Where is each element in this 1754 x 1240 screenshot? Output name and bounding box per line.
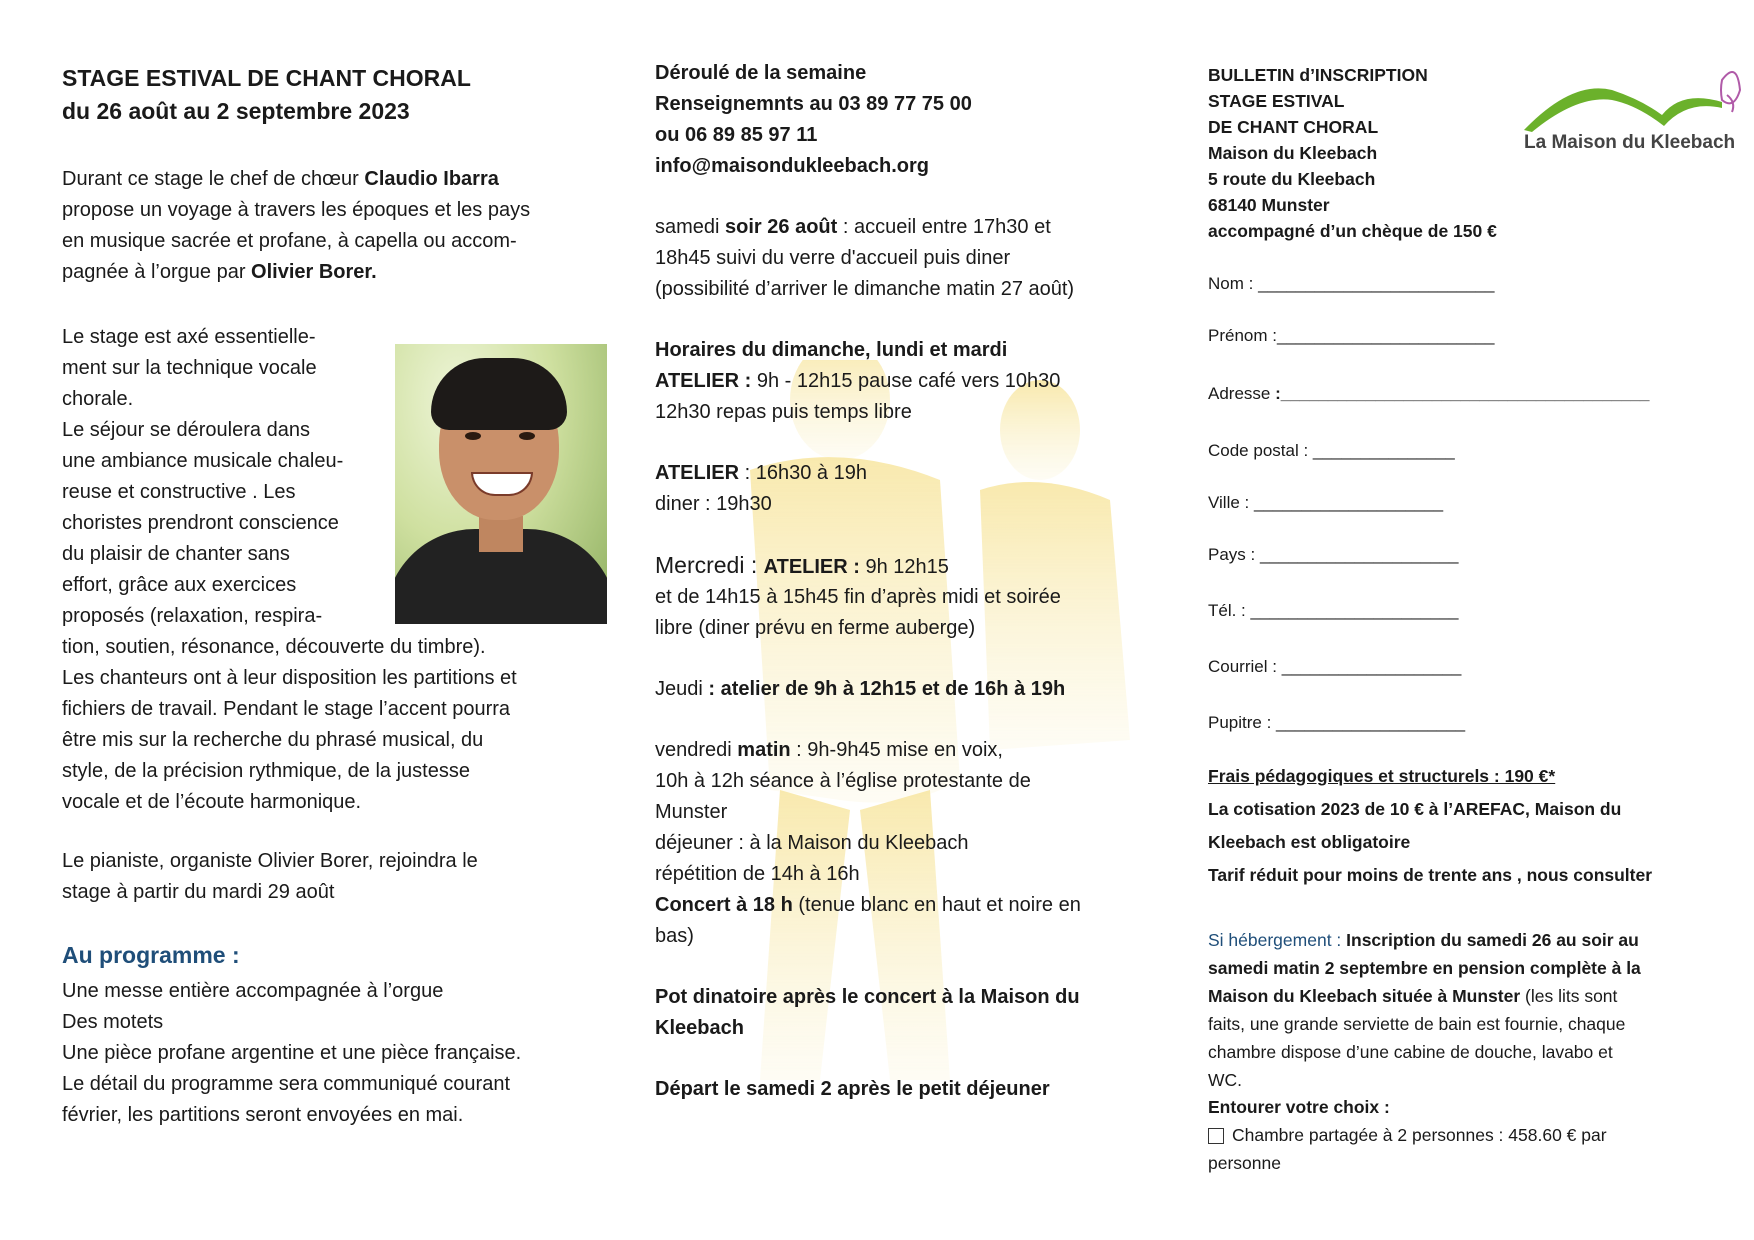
form-header-line: BULLETIN d’INSCRIPTION <box>1208 65 1428 85</box>
thursday-line <box>655 674 1065 705</box>
tarif-line: Tarif réduit pour moins de trente ans , nous consulter <box>1208 865 1653 885</box>
form-header-line: 68140 Munster <box>1208 195 1330 215</box>
saturday-line <box>655 212 1051 243</box>
pianist-line: stage à partir du mardi 29 août <box>62 881 335 903</box>
field-blank[interactable]: :_______________________________________ <box>1275 384 1650 403</box>
field-label: Code postal : <box>1208 441 1313 460</box>
wednesday-line: et de 14h15 à 15h45 fin d’après midi et soirée <box>655 586 1061 608</box>
text-bold: ATELIER : <box>763 556 866 578</box>
text: (les lits sont <box>1520 986 1618 1006</box>
phone-line: ou 06 89 85 97 11 <box>655 124 818 146</box>
organist-name: Olivier Borer. <box>251 261 377 283</box>
form-field-code-postal[interactable] <box>1208 437 1455 465</box>
text-blue: Si hébergement : <box>1208 930 1347 950</box>
text-bold: ATELIER : <box>655 370 757 392</box>
wednesday-line: libre (diner prévu en ferme auberge) <box>655 617 976 639</box>
form-header-line: STAGE ESTIVAL <box>1208 91 1345 111</box>
body-line: effort, grâce aux exercices <box>62 574 297 596</box>
field-blank[interactable]: ____________________ <box>1276 713 1466 732</box>
body-line: être mis sur la recherche du phrasé musical, du <box>62 729 484 751</box>
field-label: Pupitre : <box>1208 713 1277 732</box>
lodging-line <box>1208 983 1617 1009</box>
field-blank[interactable]: _________________________ <box>1258 274 1495 293</box>
choice-text: Chambre partagée à 2 personnes : 458.60 € par <box>1232 1125 1607 1145</box>
friday-line: 10h à 12h séance à l’église protestante de <box>655 770 1031 792</box>
body-line: Les chanteurs ont à leur disposition les partitions et <box>62 667 517 689</box>
conductor-photo <box>395 344 607 624</box>
field-label: Nom : <box>1208 274 1259 293</box>
text-bold: : atelier de 9h à 12h15 et de 16h à 19h <box>708 678 1066 700</box>
program-line: Une messe entière accompagnée à l’orgue <box>62 980 444 1002</box>
text-bold: Maison du Kleebach située à Munster <box>1208 986 1521 1006</box>
field-label: Adresse <box>1208 384 1276 403</box>
form-field-pupitre[interactable] <box>1208 709 1465 737</box>
concert-line: bas) <box>655 925 694 947</box>
text: : accueil entre 17h30 et <box>837 216 1051 238</box>
intro-text: pagnée à l’orgue par <box>62 261 252 283</box>
field-label: Tél. : <box>1208 601 1251 620</box>
text-bold: ATELIER <box>655 462 740 484</box>
field-blank[interactable]: _____________________ <box>1259 545 1459 564</box>
atelier-line: 12h30 repas puis temps libre <box>655 401 912 423</box>
pianist-line: Le pianiste, organiste Olivier Borer, rejoindra le <box>62 850 478 872</box>
text: (tenue blanc en haut et noire en <box>792 894 1081 916</box>
intro-line: en musique sacrée et profane, à capella ou accom- <box>62 230 517 252</box>
text: : 16h30 à 19h <box>739 462 867 484</box>
cotisation-line: La cotisation 2023 de 10 € à l’AREFAC, Maison du <box>1208 799 1622 819</box>
pot-line: Kleebach <box>655 1017 744 1039</box>
lodging-line: chambre dispose d’une cabine de douche, lavabo et <box>1208 1042 1613 1062</box>
intro-text: Durant ce stage le chef de chœur <box>62 168 365 190</box>
field-label: Courriel : <box>1208 657 1282 676</box>
field-blank[interactable]: ______________________ <box>1250 601 1459 620</box>
form-field-pays[interactable] <box>1208 541 1459 569</box>
text: samedi <box>655 216 726 238</box>
form-field-adresse[interactable] <box>1208 380 1649 408</box>
stage-title: STAGE ESTIVAL DE CHANT CHORAL <box>62 65 471 91</box>
body-line: vocale et de l’écoute harmonique. <box>62 791 362 813</box>
body-line: une ambiance musicale chaleu- <box>62 450 344 472</box>
email-line: info@maisondukleebach.org <box>655 155 929 177</box>
hours-heading: Horaires du dimanche, lundi et mardi <box>655 339 1008 361</box>
photo-eye <box>465 432 481 440</box>
body-line: choristes prendront conscience <box>62 512 339 534</box>
conductor-name: Claudio Ibarra <box>364 168 499 190</box>
field-label: Pays : <box>1208 545 1260 564</box>
form-header-line: DE CHANT CHORAL <box>1208 117 1379 137</box>
atelier-line <box>655 458 867 489</box>
text: 9h 12h15 <box>865 556 949 578</box>
text: vendredi <box>655 739 738 761</box>
text-bold: soir 26 août <box>725 216 838 238</box>
text: Jeudi <box>655 678 709 700</box>
body-line: proposés (relaxation, respira- <box>62 605 323 627</box>
form-header-line: Maison du Kleebach <box>1208 143 1378 163</box>
lodging-line: WC. <box>1208 1070 1243 1090</box>
pot-line: Pot dinatoire après le concert à la Maison du <box>655 986 1080 1008</box>
choice-option-cont: personne <box>1208 1153 1281 1173</box>
diner-line: diner : 19h30 <box>655 493 772 515</box>
lodging-line <box>1208 927 1639 953</box>
program-line: Une pièce profane argentine et une pièce française. <box>62 1042 522 1064</box>
text-bold: Inscription du samedi 26 au soir au <box>1346 930 1639 950</box>
cotisation-line: Kleebach est obligatoire <box>1208 832 1411 852</box>
body-line: Le stage est axé essentielle- <box>62 326 316 348</box>
choice-option[interactable] <box>1208 1122 1607 1148</box>
form-field-courriel[interactable] <box>1208 653 1461 681</box>
program-line: Le détail du programme sera communiqué courant <box>62 1073 511 1095</box>
saturday-line: 18h45 suivi du verre d'accueil puis diner <box>655 247 1011 269</box>
program-heading: Au programme : <box>62 942 240 968</box>
photo-hair <box>431 358 567 430</box>
intro-line <box>62 257 377 288</box>
form-header-line: accompagné d’un chèque de 150 € <box>1208 221 1497 241</box>
intro-line: propose un voyage à travers les époques et les pays <box>62 199 531 221</box>
form-field-nom[interactable] <box>1208 270 1494 298</box>
text-bold: Concert à 18 h <box>655 894 793 916</box>
form-field-prenom[interactable] <box>1208 322 1494 350</box>
lodging-line: faits, une grande serviette de bain est fournie, chaque <box>1208 1014 1626 1034</box>
photo-neck <box>479 516 523 552</box>
friday-line: Munster <box>655 801 728 823</box>
wednesday-line <box>655 550 949 583</box>
fees-line: Frais pédagogiques et structurels : 190 €* <box>1208 766 1556 786</box>
friday-line: déjeuner : à la Maison du Kleebach <box>655 832 969 854</box>
field-blank[interactable]: ____________________ <box>1254 493 1444 512</box>
departure-line: Départ le samedi 2 après le petit déjeuner <box>655 1078 1050 1100</box>
form-field-ville[interactable] <box>1208 489 1443 517</box>
field-label: Prénom : <box>1208 326 1277 345</box>
text: 9h - 12h15 pause café vers 10h30 <box>756 370 1061 392</box>
schedule-heading: Déroulé de la semaine <box>655 62 867 84</box>
text: Mercredi : <box>655 552 764 578</box>
logo-text: La Maison du Kleebach <box>1524 132 1736 153</box>
concert-line <box>655 890 1081 921</box>
program-line: Des motets <box>62 1011 164 1033</box>
checkbox-shared-room[interactable] <box>1208 1128 1224 1144</box>
field-blank[interactable]: ___________________ <box>1281 657 1462 676</box>
body-line: fichiers de travail. Pendant le stage l’accent pourra <box>62 698 511 720</box>
field-blank[interactable]: _______________ <box>1312 441 1455 460</box>
lodging-line: samedi matin 2 septembre en pension complète à la <box>1208 958 1641 978</box>
field-label: Ville : <box>1208 493 1254 512</box>
choice-heading: Entourer votre choix : <box>1208 1097 1390 1117</box>
form-header-line: 5 route du Kleebach <box>1208 169 1376 189</box>
body-line: style, de la précision rythmique, de la justesse <box>62 760 470 782</box>
body-line: ment sur la technique vocale <box>62 357 317 379</box>
friday-line: répétition de 14h à 16h <box>655 863 860 885</box>
stage-dates: du 26 août au 2 septembre 2023 <box>62 98 410 124</box>
intro-line <box>62 164 499 195</box>
body-line: tion, soutien, résonance, découverte du timbre). <box>62 636 486 658</box>
photo-eye <box>519 432 535 440</box>
program-line: février, les partitions seront envoyées en mai. <box>62 1104 464 1126</box>
body-line: Le séjour se déroulera dans <box>62 419 310 441</box>
friday-line <box>655 735 1003 766</box>
text-bold: matin <box>737 739 791 761</box>
form-field-tel[interactable] <box>1208 597 1459 625</box>
atelier-line <box>655 366 1060 397</box>
body-line: chorale. <box>62 388 134 410</box>
body-line: du plaisir de chanter sans <box>62 543 290 565</box>
body-line: reuse et constructive . Les <box>62 481 296 503</box>
phone-line: Renseignemnts au 03 89 77 75 00 <box>655 93 972 115</box>
saturday-line: (possibilité d’arriver le dimanche matin 27 août) <box>655 278 1075 300</box>
text: : 9h-9h45 mise en voix, <box>790 739 1003 761</box>
field-blank[interactable]: _______________________ <box>1276 326 1495 345</box>
